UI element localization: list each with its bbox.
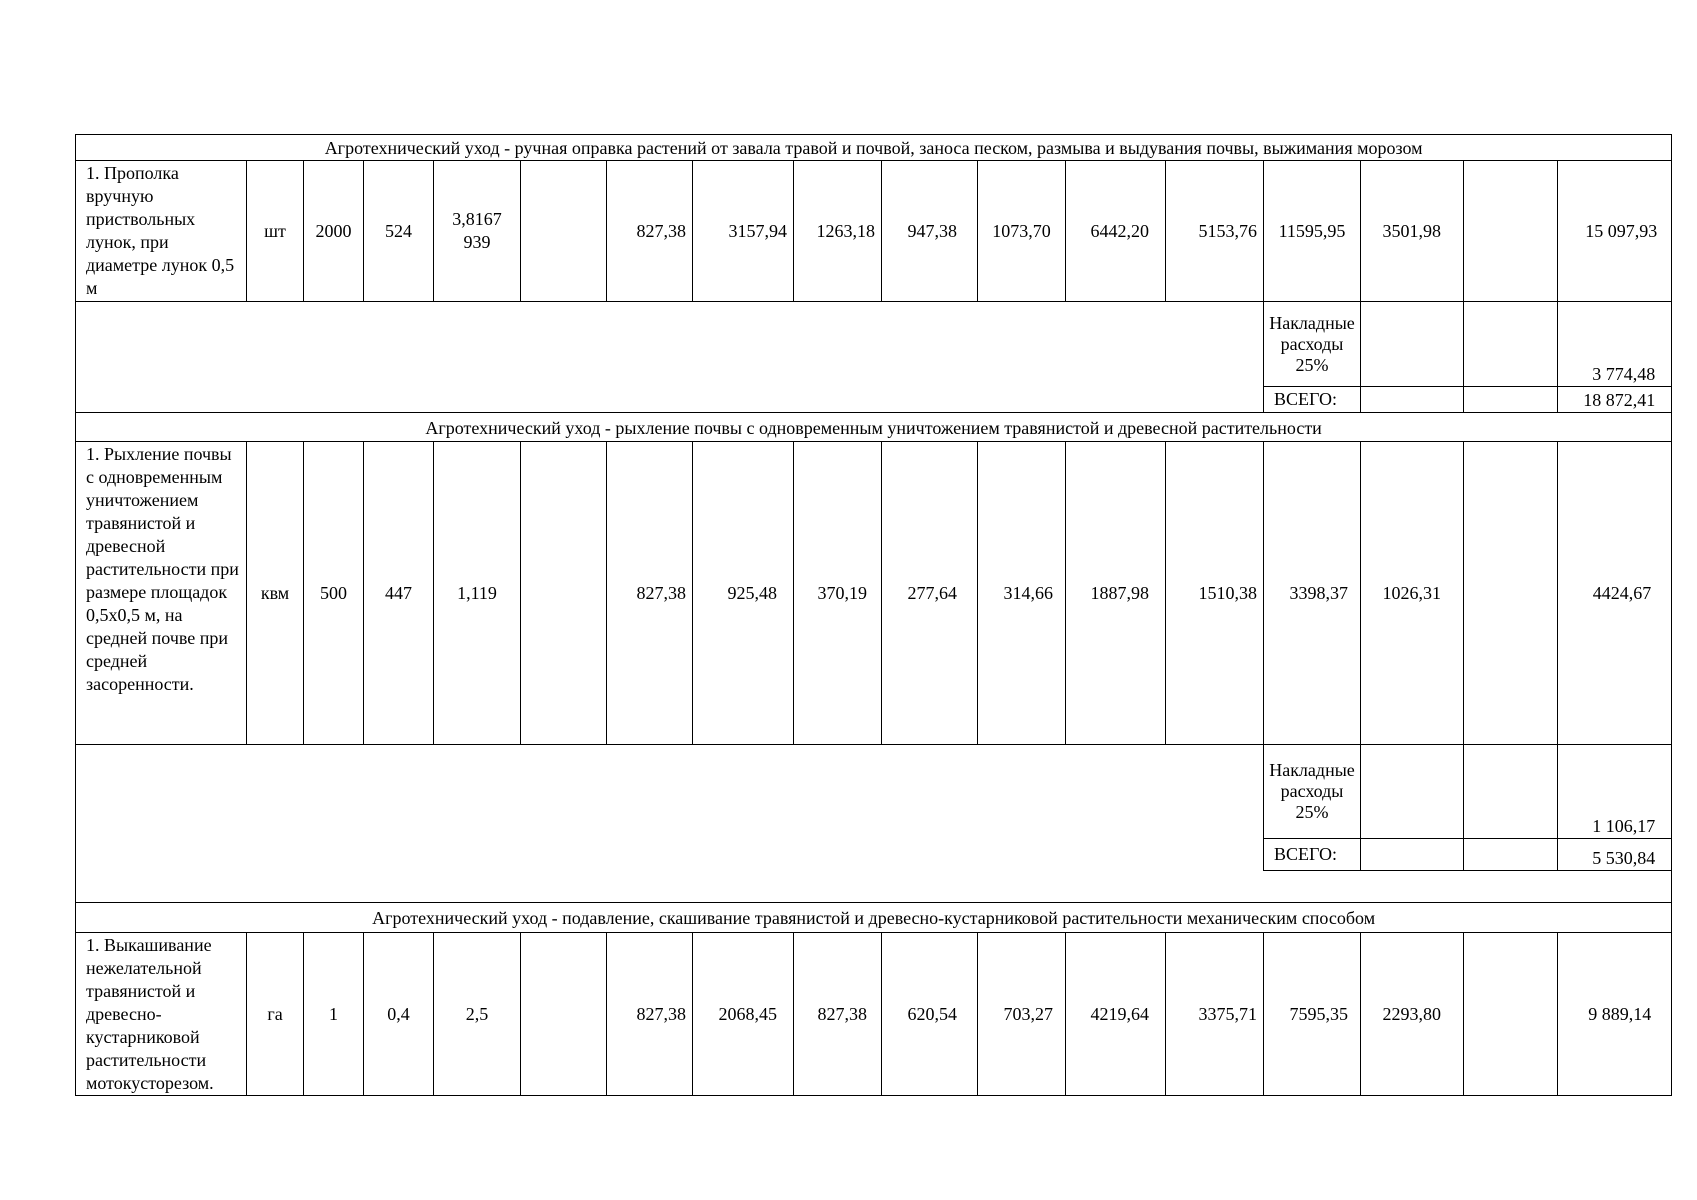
- spacer: [76, 871, 1672, 903]
- cell: 500: [304, 442, 364, 745]
- cell: 524: [364, 161, 434, 302]
- cell: 1026,31: [1361, 442, 1464, 745]
- section-header: Агротехнический уход - рыхление почвы с одновременным уничтожением травянистой и древесной растительности: [76, 413, 1672, 442]
- cell: 3157,94: [693, 161, 794, 302]
- cell: 2293,80: [1361, 933, 1464, 1096]
- row-total: 15 097,93: [1558, 161, 1672, 302]
- blank-area: [76, 302, 1264, 387]
- work-description: 1. Прополка вручную приствольных лунок, при диаметре лунок 0,5 м: [76, 161, 247, 302]
- cell: [521, 933, 607, 1096]
- cell: 370,19: [794, 442, 882, 745]
- cell: 827,38: [607, 933, 693, 1096]
- cell: 3375,71: [1166, 933, 1264, 1096]
- cell: [1464, 302, 1558, 387]
- cell: [1361, 839, 1464, 871]
- cell: 827,38: [607, 161, 693, 302]
- cell: 5153,76: [1166, 161, 1264, 302]
- cell: 1073,70: [978, 161, 1066, 302]
- cell: [1464, 745, 1558, 839]
- cell: 703,27: [978, 933, 1066, 1096]
- cell: 2,5: [434, 933, 521, 1096]
- cell: [1361, 387, 1464, 413]
- total-value: 5 530,84: [1558, 839, 1672, 871]
- total-label: ВСЕГО:: [1264, 839, 1361, 871]
- cell: [1464, 442, 1558, 745]
- cell: [1361, 745, 1464, 839]
- cell: 2000: [304, 161, 364, 302]
- cell: 1: [304, 933, 364, 1096]
- work-description: 1. Рыхление почвы с одновременным уничтожением травянистой и древесной растительности при размере площадок 0,5х0,5 м, на средней почве при средней засоренности.: [76, 442, 247, 745]
- cell: 925,48: [693, 442, 794, 745]
- cell: 447: [364, 442, 434, 745]
- cell: [1361, 302, 1464, 387]
- cell: 1263,18: [794, 161, 882, 302]
- cell: 3398,37: [1264, 442, 1361, 745]
- cell: [1464, 161, 1558, 302]
- cell: 4219,64: [1066, 933, 1166, 1096]
- blank-area: [76, 745, 1264, 839]
- row-total: 4424,67: [1558, 442, 1672, 745]
- cell: 2068,45: [693, 933, 794, 1096]
- work-description: 1. Выкашивание нежелательной травянистой и древесно-кустарниковой растительности мотокусторезом.: [76, 933, 247, 1096]
- cell: 827,38: [607, 442, 693, 745]
- overhead-value: 3 774,48: [1558, 302, 1672, 387]
- overhead-label: Накладные расходы 25%: [1264, 302, 1361, 387]
- cell: 3,8167939: [434, 161, 521, 302]
- unit-cell: квм: [247, 442, 304, 745]
- cell: 314,66: [978, 442, 1066, 745]
- cell: 277,64: [882, 442, 978, 745]
- cell: 3501,98: [1361, 161, 1464, 302]
- cell: 11595,95: [1264, 161, 1361, 302]
- cell: [521, 442, 607, 745]
- cell: 6442,20: [1066, 161, 1166, 302]
- estimate-table: [75, 134, 1672, 1096]
- table-row: [76, 161, 1672, 302]
- cell: [521, 161, 607, 302]
- unit-cell: га: [247, 933, 304, 1096]
- cell: 827,38: [794, 933, 882, 1096]
- table-row: [76, 933, 1672, 1096]
- cell: 1,119: [434, 442, 521, 745]
- cell: 620,54: [882, 933, 978, 1096]
- cell: 947,38: [882, 161, 978, 302]
- blank-area: [76, 839, 1264, 871]
- cell: 0,4: [364, 933, 434, 1096]
- overhead-label: Накладные расходы 25%: [1264, 745, 1361, 839]
- unit-cell: шт: [247, 161, 304, 302]
- total-label: ВСЕГО:: [1264, 387, 1361, 413]
- section-header: Агротехнический уход - ручная оправка растений от завала травой и почвой, заноса песком, размыва и выдувания почвы, выжимания морозом: [76, 135, 1672, 161]
- row-total: 9 889,14: [1558, 933, 1672, 1096]
- estimate-document: [75, 134, 1671, 1096]
- cell: [1464, 933, 1558, 1096]
- blank-area: [76, 387, 1264, 413]
- cell: 1887,98: [1066, 442, 1166, 745]
- cell: [1464, 387, 1558, 413]
- cell: [1464, 839, 1558, 871]
- total-value: 18 872,41: [1558, 387, 1672, 413]
- section-header: Агротехнический уход - подавление, скашивание травянистой и древесно-кустарниковой растительности механическим способом: [76, 903, 1672, 933]
- cell: 1510,38: [1166, 442, 1264, 745]
- overhead-value: 1 106,17: [1558, 745, 1672, 839]
- table-row: [76, 442, 1672, 745]
- cell: 7595,35: [1264, 933, 1361, 1096]
